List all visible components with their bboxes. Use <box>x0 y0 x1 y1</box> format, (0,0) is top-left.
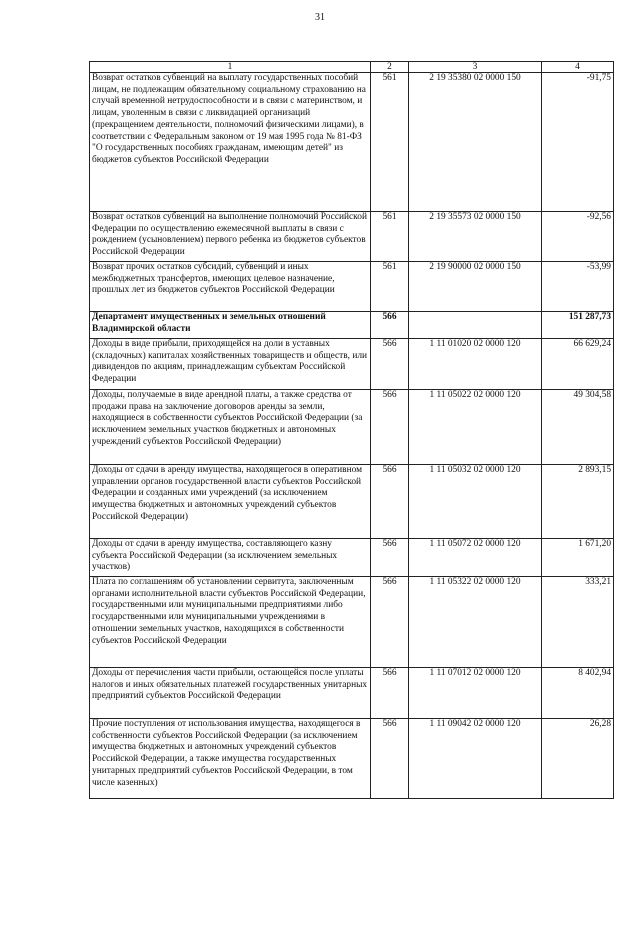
row-admin-code: 561 <box>371 212 409 262</box>
row-admin-code: 566 <box>371 390 409 465</box>
row-budget-code: 1 11 09042 02 0000 120 <box>409 719 542 799</box>
row-amount: 2 893,15 <box>542 465 614 539</box>
row-amount: 333,21 <box>542 577 614 668</box>
row-amount: 8 402,94 <box>542 668 614 719</box>
row-name: Доходы от сдачи в аренду имущества, находящегося в оперативном управлении органов государственной власти субъектов Российской Федерации и созданных ими учреждений (за исключением имущества бюджетных и автономных учреждений субъектов Российской Федерации) <box>90 465 371 539</box>
table-row <box>90 668 614 719</box>
row-amount: -91,75 <box>542 73 614 212</box>
table-row <box>90 262 614 312</box>
department-name: Департамент имущественных и земельных отношений Владимирской области <box>90 312 371 339</box>
row-amount: 1 671,20 <box>542 539 614 577</box>
row-amount: -92,56 <box>542 212 614 262</box>
row-admin-code: 566 <box>371 465 409 539</box>
page-number: 31 <box>315 12 325 23</box>
department-row <box>90 312 614 339</box>
row-admin-code: 566 <box>371 339 409 390</box>
row-budget-code: 1 11 05022 02 0000 120 <box>409 390 542 465</box>
row-budget-code: 1 11 01020 02 0000 120 <box>409 339 542 390</box>
row-budget-code: 2 19 35573 02 0000 150 <box>409 212 542 262</box>
row-budget-code: 2 19 90000 02 0000 150 <box>409 262 542 312</box>
table-row <box>90 339 614 390</box>
column-header-4: 4 <box>542 62 614 73</box>
row-admin-code: 566 <box>371 577 409 668</box>
row-admin-code: 566 <box>371 719 409 799</box>
row-amount: 49 304,58 <box>542 390 614 465</box>
row-name: Возврат прочих остатков субсидий, субвенций и иных межбюджетных трансфертов, имеющих целевое назначение, прошлых лет из бюджетов субъектов Российской Федерации <box>90 262 371 312</box>
row-admin-code: 566 <box>371 668 409 719</box>
column-header-3: 3 <box>409 62 542 73</box>
row-admin-code: 566 <box>371 539 409 577</box>
department-total-amount: 151 287,73 <box>542 312 614 339</box>
row-name: Доходы от перечисления части прибыли, остающейся после уплаты налогов и иных обязательных платежей государственных унитарных предприятий субъектов Российской Федерации <box>90 668 371 719</box>
row-budget-code: 1 11 05032 02 0000 120 <box>409 465 542 539</box>
table-header-row <box>90 62 614 73</box>
row-name: Доходы от сдачи в аренду имущества, составляющего казну субъекта Российской Федерации (за исключением земельных участков) <box>90 539 371 577</box>
table-row <box>90 539 614 577</box>
table-row <box>90 719 614 799</box>
column-header-2: 2 <box>371 62 409 73</box>
row-budget-code: 1 11 05072 02 0000 120 <box>409 539 542 577</box>
revenue-table <box>89 61 614 799</box>
table-row <box>90 390 614 465</box>
table-row <box>90 577 614 668</box>
table-row <box>90 212 614 262</box>
row-amount: 26,28 <box>542 719 614 799</box>
row-amount: 66 629,24 <box>542 339 614 390</box>
row-budget-code: 1 11 05322 02 0000 120 <box>409 577 542 668</box>
row-budget-code: 2 19 35380 02 0000 150 <box>409 73 542 212</box>
department-budget-code <box>409 312 542 339</box>
row-name: Доходы, получаемые в виде арендной платы, а также средства от продажи права на заключение договоров аренды за земли, находящиеся в собственности субъектов Российской Федерации (за исключением земельных участков бюджетных и автономных учреждений субъектов Российской Федерации) <box>90 390 371 465</box>
table-row <box>90 73 614 212</box>
row-name: Доходы в виде прибыли, приходящейся на доли в уставных (складочных) капиталах хозяйственных товариществ и обществ, или дивидендов по акциям, принадлежащим субъектам Российской Федерации <box>90 339 371 390</box>
row-admin-code: 561 <box>371 73 409 212</box>
table-row <box>90 465 614 539</box>
row-amount: -53,99 <box>542 262 614 312</box>
department-admin-code: 566 <box>371 312 409 339</box>
row-name: Возврат остатков субвенций на выполнение полномочий Российской Федерации по осуществлению ежемесячной выплаты в связи с рождением (усыновлением) первого ребенка из бюджетов субъектов Российской Федерации <box>90 212 371 262</box>
row-budget-code: 1 11 07012 02 0000 120 <box>409 668 542 719</box>
row-admin-code: 561 <box>371 262 409 312</box>
row-name: Прочие поступления от использования имущества, находящегося в собственности субъектов Российской Федерации (за исключением имущества бюджетных и автономных учреждений субъектов Российской Федерации, а также имущества государственных унитарных предприятий субъектов Российской Федерации, в том числе казенных) <box>90 719 371 799</box>
row-name: Возврат остатков субвенций на выплату государственных пособий лицам, не подлежащим обязательному социальному страхованию на случай временной нетрудоспособности и в связи с материнством, и лицам, уволенным в связи с ликвидацией организаций (прекращением деятельности, полномочий физическими лицами), в соответствии с Федеральным законом от 19 мая 1995 года № 81-ФЗ "О государственных пособиях гражданам, имеющим детей" из бюджетов субъектов Российской Федерации <box>90 73 371 212</box>
row-name: Плата по соглашениям об установлении сервитута, заключенным органами исполнительной власти субъектов Российской Федерации, государственными или муниципальными предприятиями либо государственными или муниципальными учреждениями в отношении земельных участков, находящихся в собственности субъектов Российской Федерации <box>90 577 371 668</box>
column-header-1: 1 <box>90 62 371 73</box>
